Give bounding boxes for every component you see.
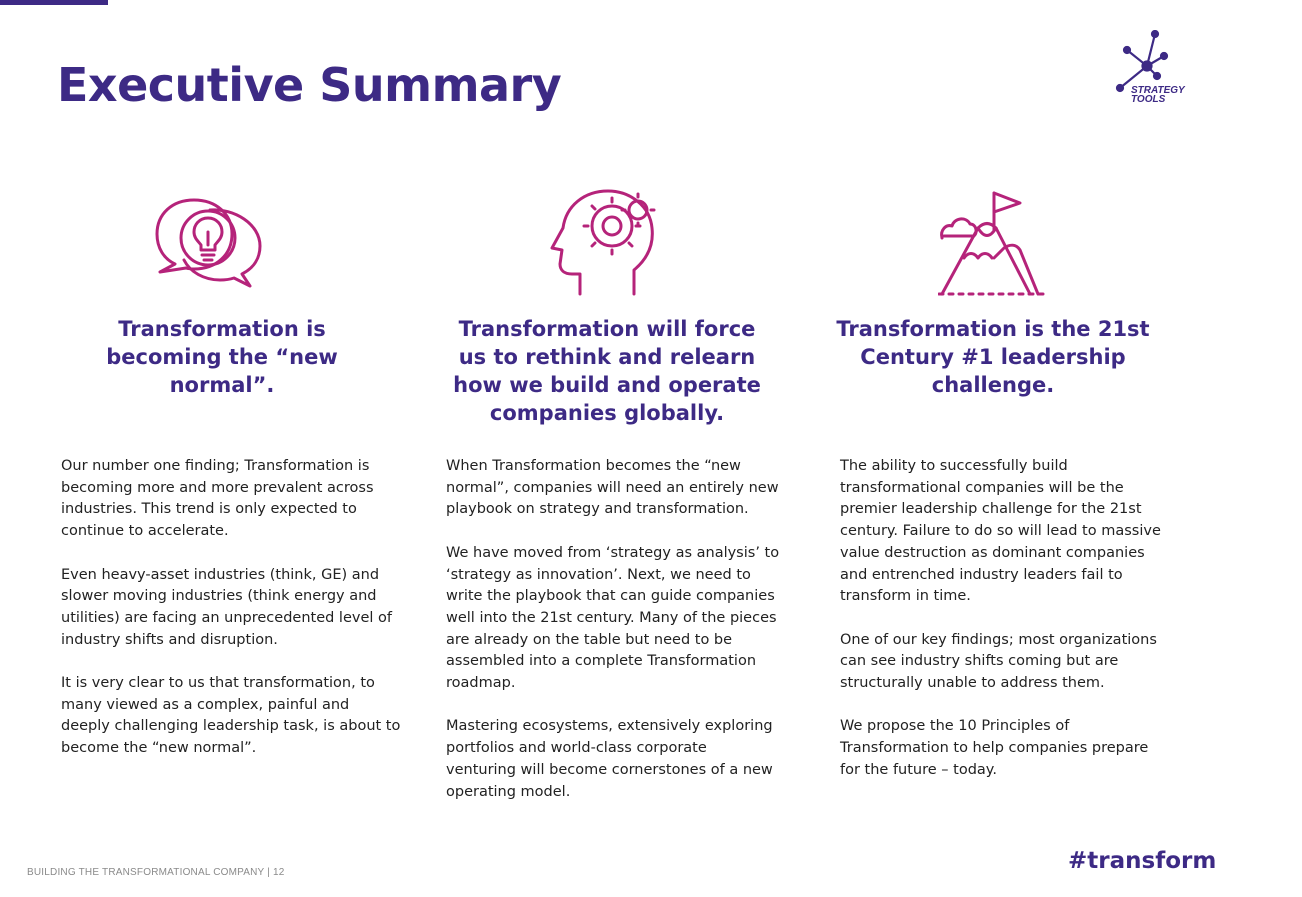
column-3-paragraph: One of our key findings; most organizations can see industry shifts coming but are structurally unable to address them. xyxy=(840,631,1157,692)
column-3-paragraph: We propose the 10 Principles of Transformation to help companies prepare for the future – today. xyxy=(840,718,1149,778)
column-2-paragraph: We have moved from ‘strategy as analysis’ to ‘strategy as innovation’. Next, we need to write the playbook that can guide companies well into the 21st century. Many of the pieces are already on the table but need to be assembled into a complete Transformation roadmap. xyxy=(446,544,780,692)
column-1-paragraph: Even heavy-asset industries (think, GE) and slower moving industries (think energy and utilities) are facing an unprecedented level of industry shifts and disruption. xyxy=(61,566,392,648)
column-3-body xyxy=(840,456,1170,803)
mountain-flag-icon xyxy=(938,188,1050,298)
column-2-heading: Transformation will force us to rethink and relearn how we build and operate companies globally. xyxy=(453,317,761,425)
speech-bubble-lightbulb-icon xyxy=(150,192,266,292)
top-accent-bar xyxy=(0,0,108,5)
column-2-body xyxy=(446,456,781,825)
column-1-paragraph: It is very clear to us that transformation, to many viewed as a complex, painful and deeply challenging leadership task, is about to become the “new normal”. xyxy=(61,675,401,757)
column-3-paragraph: The ability to successfully build transformational companies will be the premier leadership challenge for the 21st century. Failure to do so will lead to massive value destruction as dominant companies and entrenched industry leaders fail to transform in time. xyxy=(840,458,1161,605)
footer-hashtag: #transform xyxy=(1068,848,1217,874)
column-1-paragraph: Our number one finding; Transformation is becoming more and more prevalent across industries. This trend is only expected to continue to accelerate. xyxy=(61,458,374,540)
footer-page-label: BUILDING THE TRANSFORMATIONAL COMPANY | 12 xyxy=(27,867,285,878)
logo-text: STRATEGY TOOLS xyxy=(1131,85,1185,105)
column-1-heading: Transformation is becoming the “new normal”. xyxy=(106,317,338,397)
page-title: Executive Summary xyxy=(57,58,562,112)
column-1-body xyxy=(61,456,401,782)
column-2-paragraph: Mastering ecosystems, extensively exploring portfolios and world-class corporate venturing will become cornerstones of a new operating model. xyxy=(446,718,773,800)
column-3-heading: Transformation is the 21st Century #1 leadership challenge. xyxy=(836,317,1150,397)
head-gears-icon xyxy=(546,188,658,298)
column-2-paragraph: When Transformation becomes the “new normal”, companies will need an entirely new playbook on strategy and transformation. xyxy=(446,458,779,518)
